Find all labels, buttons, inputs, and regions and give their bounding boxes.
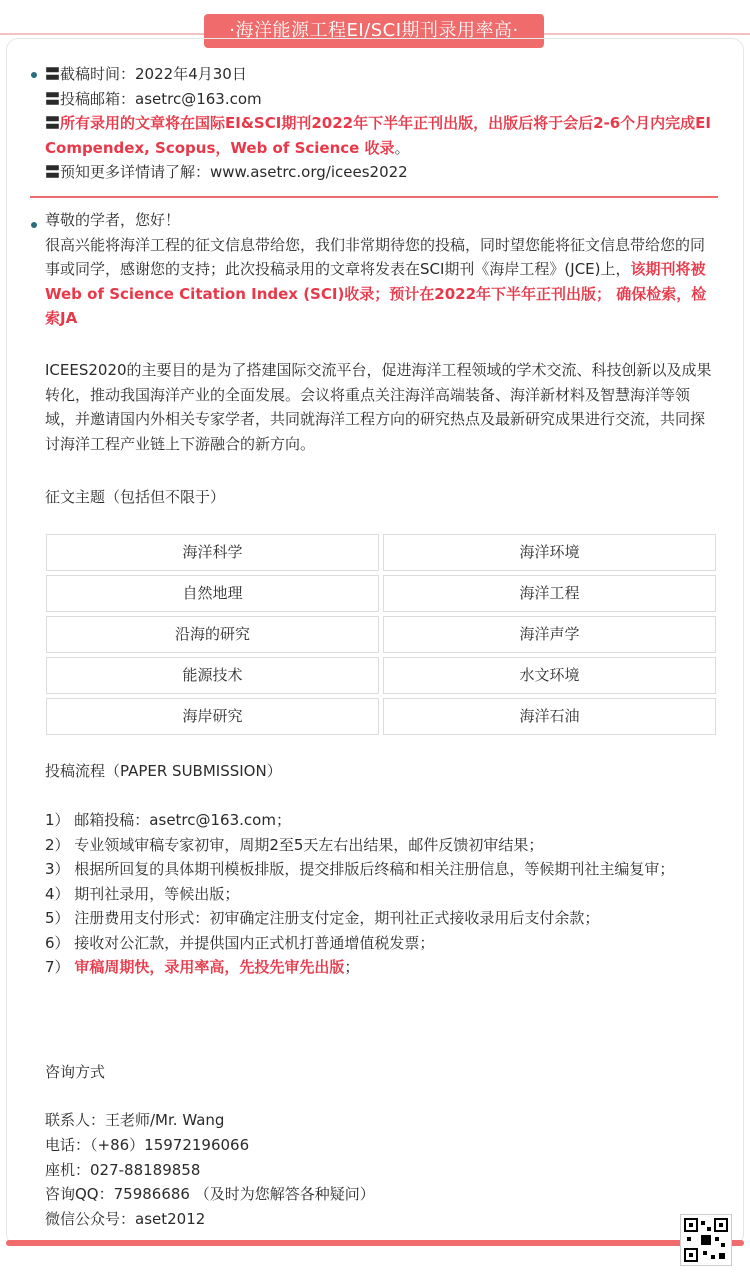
publication-end: 。 (394, 138, 410, 157)
about-paragraph: ICEES2020的主要目的是为了搭建国际交流平台，促进海洋工程领域的学术交流、科技创新以及成果转化，推动我国海洋产业的全面发展。会议将重点关注海洋高端装备、海洋新材料及智慧海洋等领域，并邀请国内外相关专家学者，共同就海洋工程方向的研究热点及最新研究成果进行交流，共同探讨海洋工程产业链上下游融合的新方向。 (45, 361, 712, 453)
topic-cell: 海洋工程 (383, 575, 716, 612)
contact-title: 咨询方式 (45, 1063, 106, 1081)
mark-icon: 〓 (45, 65, 61, 83)
greeting-highlight: 该期刊将被Web of Science Citation Index (SCI)收录；预计在2022年下半年正刊出版； 确保检索，检索JA (45, 260, 707, 327)
publication-line (45, 111, 725, 160)
topic-cell: 海洋声学 (383, 616, 716, 653)
deadline-line (45, 62, 725, 87)
step7-suffix: ； (344, 958, 360, 976)
salutation: 尊敬的学者，您好！ (45, 211, 181, 229)
contact-qq: 咨询QQ：75986686 （及时为您解答各种疑问） (45, 1185, 375, 1204)
more-text: 预知更多详情请了解：www.asetrc.org/icees2022 (60, 163, 408, 181)
step-item: 1） 邮箱投稿：asetrc@163.com； (45, 811, 291, 829)
contact-person: 联系人：王老师/Mr. Wang (45, 1111, 225, 1129)
topic-cell: 沿海的研究 (46, 616, 379, 653)
deadline-text: 截稿时间：2022年4月30日 (60, 65, 247, 83)
topic-cell: 海洋石油 (383, 698, 716, 735)
step-item: 5） 注册费用支付形式：初审确定注册支付定金，期刊社正式接收录用后支付余款； (45, 909, 600, 927)
step-item: 3） 根据所回复的具体期刊模板排版，提交排版后终稿和相关注册信息，等候期刊社主编复审； (45, 860, 675, 878)
topics-title: 征文主题（包括但不限于） (45, 488, 226, 506)
step-item: 2） 专业领域审稿专家初审，周期2至5天左右出结果，邮件反馈初审结果； (45, 835, 544, 854)
process-title: 投稿流程（PAPER SUBMISSION） (45, 762, 282, 780)
greeting-block (45, 208, 717, 331)
process-steps (45, 808, 717, 980)
topic-cell: 水文环境 (383, 657, 716, 694)
email-text: 投稿邮箱：asetrc@163.com (60, 89, 262, 108)
topics-table (46, 534, 716, 735)
topic-cell: 海岸研究 (46, 698, 379, 735)
step7-highlight: 审稿周期快，录用率高，先投先审先出版 (74, 958, 345, 976)
more-line (45, 160, 725, 185)
divider (30, 196, 718, 198)
topic-cell: 自然地理 (46, 575, 379, 612)
step-item: 4） 期刊社录用，等候出版； (45, 884, 240, 903)
mark-icon: 〓 (45, 89, 61, 108)
step7-prefix: 7） (45, 958, 75, 976)
qr-code-icon (680, 1214, 732, 1266)
step-item: 6） 接收对公汇款，并提供国内正式机打普通增值税发票； (45, 933, 435, 952)
contact-phone: 电话：（+86）15972196066 (45, 1135, 250, 1154)
mark-icon: 〓 (45, 163, 61, 181)
contact-wechat: 微信公众号：aset2012 (45, 1210, 206, 1229)
greeting-text: 很高兴能将海洋工程的征文信息带给您，我们非常期待您的投稿，同时望您能将征文信息带给您的同事或同学，感谢您的支持；此次投稿录用的文章将发表在SCI期刊《海岸工程》(JCE)上， (45, 235, 706, 278)
topic-cell: 海洋环境 (383, 534, 716, 571)
bottom-accent-bar (6, 1240, 744, 1246)
info-block (45, 62, 725, 185)
bullet-dot (31, 72, 37, 78)
contact-landline: 座机：027-88189858 (45, 1160, 201, 1179)
email-line (45, 87, 725, 112)
contact-block (45, 1108, 717, 1232)
mark-icon: 〓 (45, 114, 61, 132)
topic-cell: 能源技术 (46, 657, 379, 694)
greeting-body (45, 233, 717, 331)
publication-text: 所有录用的文章将在国际EI&SCI期刊2022年下半年正刊出版，出版后将于会后2-6个月内完成EI Compendex, Scopus，Web of Science 收录 (45, 114, 711, 157)
topic-cell: 海洋科学 (46, 534, 379, 571)
bullet-dot (31, 222, 37, 228)
step-item (45, 955, 717, 980)
page-title: ·海洋能源工程EI/SCI期刊录用率高· (204, 14, 544, 48)
